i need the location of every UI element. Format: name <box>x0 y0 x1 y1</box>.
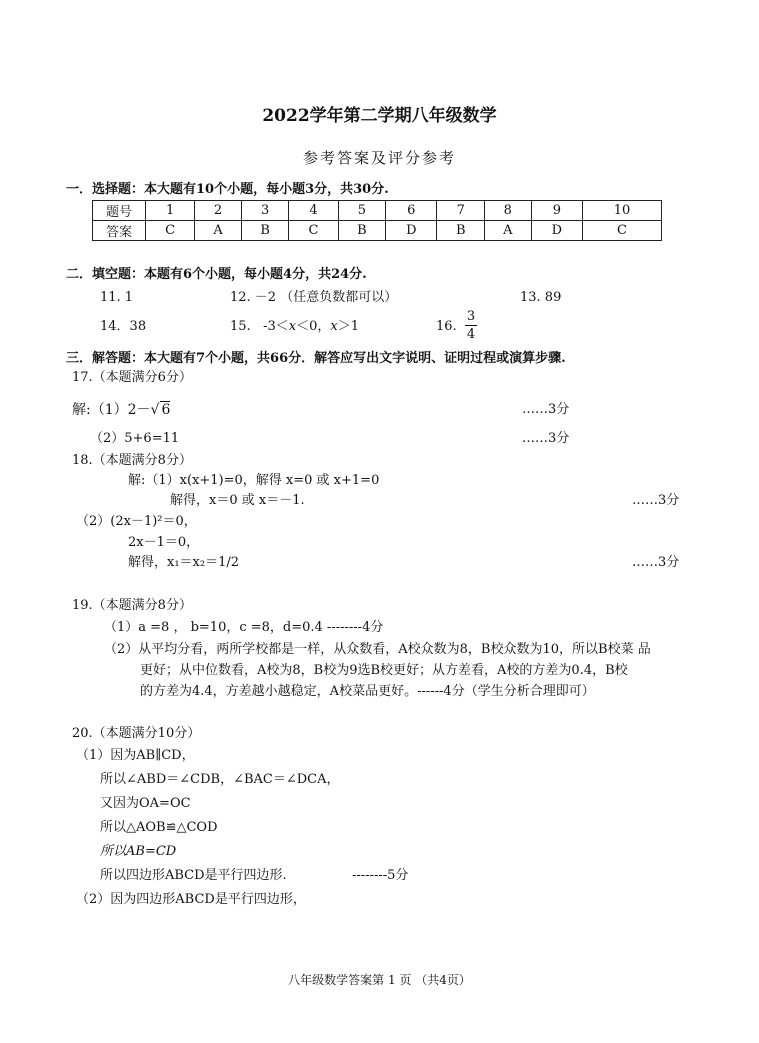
table-cell: D <box>531 221 582 241</box>
q17-heading: 17.（本题满分6分） <box>72 370 192 385</box>
table-cell: 10 <box>583 201 662 221</box>
table-cell: 1 <box>146 201 195 221</box>
q19-line-3: 更好；从中位数看，A校为8，B校为9选B校更好；从方差看，A校的方差为0.4，B校 <box>140 663 628 678</box>
q19-line-4: 的方差为4.4，方差越小越稳定，A校菜品更好。------4分（学生分析合理即可） <box>140 684 595 699</box>
answer-15-part: -3＜ <box>263 319 289 334</box>
table-cell: A <box>484 221 531 241</box>
table-cell: 9 <box>531 201 582 221</box>
section-2-heading: 二．填空题：本题有6个小题，每小题4分，共24分. <box>66 267 367 282</box>
table-cell: C <box>289 221 338 241</box>
page-subtitle: 参考答案及评分参考 <box>302 149 456 167</box>
q17-score-1: ……3分 <box>522 402 570 417</box>
answer-16-label: 16. <box>436 319 457 334</box>
page-footer: 八年级数学答案第 1 页 （共4页） <box>288 973 471 987</box>
fraction-bar <box>465 325 477 326</box>
q18-heading: 18.（本题满分8分） <box>72 453 192 468</box>
section-1-heading: 一．选择题：本大题有10个小题，每小题3分，共30分. <box>66 182 389 197</box>
q20-line-7: （2）因为四边形ABCD是平行四边形， <box>76 892 306 907</box>
table-cell: 6 <box>386 201 437 221</box>
answer-15 <box>230 319 359 335</box>
q19-line-2: （2）从平均分看，两所学校都是一样，从众数看，A校众数为8，B校众数为10，所以B校菜 品 <box>104 642 651 657</box>
q17-line-2: （2）5+6=11 <box>90 431 180 446</box>
q20-line-5: 所以AB=CD <box>100 844 177 859</box>
page-title: 2022学年第二学期八年级数学 <box>262 106 497 126</box>
answer-15-label: 15. <box>230 319 251 334</box>
q17-score-2: ……3分 <box>522 431 570 446</box>
fraction-denominator: 4 <box>466 327 476 342</box>
q20-line-1: （1）因为AB∥CD， <box>76 748 195 763</box>
q20-line-2: 所以∠ABD＝∠CDB，∠BAC＝∠DCA， <box>100 772 340 787</box>
table-row <box>93 201 662 221</box>
answer-table <box>92 200 662 241</box>
q18-score-2: ……3分 <box>632 555 680 570</box>
table-cell: B <box>241 221 288 241</box>
answer-15-part: ＞1 <box>337 319 360 334</box>
table-cell: 8 <box>484 201 531 221</box>
q18-line-2: 解得，x＝0 或 x＝－1. <box>170 493 305 508</box>
q18-line-5: 解得，x₁＝x₂＝1/2 <box>128 555 240 570</box>
q20-line-4: 所以△AOB≌△COD <box>100 820 218 835</box>
section-3-heading: 三．解答题：本大题有7个小题，共66分．解答应写出文字说明、证明过程或演算步骤. <box>66 351 566 366</box>
answer-14: 14．38 <box>100 319 147 334</box>
answer-11: 11. 1 <box>100 290 134 305</box>
q18-line-4: 2x－1＝0， <box>128 535 200 550</box>
table-cell: B <box>437 221 484 241</box>
table-cell: 3 <box>241 201 288 221</box>
table-cell: 2 <box>195 201 242 221</box>
answer-15-var: x <box>288 319 297 334</box>
answer-13: 13. 89 <box>520 290 562 305</box>
fraction-numerator: 3 <box>466 309 476 324</box>
q20-heading: 20.（本题满分10分） <box>72 726 201 741</box>
answer-15-var: x <box>330 319 338 334</box>
q18-line-1: 解:（1）x(x+1)=0，解得 x=0 或 x+1=0 <box>128 473 380 488</box>
sqrt-radicand: 6 <box>161 402 171 418</box>
table-cell: 5 <box>338 201 385 221</box>
table-cell: B <box>338 221 385 241</box>
q20-line-6: 所以四边形ABCD是平行四边形. <box>100 868 287 883</box>
answer-12: 12. －2 （任意负数都可以） <box>230 290 398 305</box>
sqrt-symbol: √ <box>150 402 160 418</box>
table-cell: C <box>583 221 662 241</box>
row-label: 答案 <box>93 221 146 241</box>
q17-expr: 解:（1）2－ <box>72 402 151 418</box>
table-cell: D <box>386 221 437 241</box>
table-cell: 4 <box>289 201 338 221</box>
table-row <box>93 221 662 241</box>
answer-16-fraction <box>465 309 477 342</box>
answer-15-part: ＜0， <box>296 319 331 334</box>
table-cell: A <box>195 221 242 241</box>
q19-heading: 19.（本题满分8分） <box>72 598 192 613</box>
table-cell: 7 <box>437 201 484 221</box>
table-cell: C <box>146 221 195 241</box>
q18-line-3: （2）(2x－1)²＝0， <box>76 514 197 529</box>
q20-score-1: --------5分 <box>352 868 409 883</box>
q20-line-3: 又因为OA=OC <box>100 796 191 811</box>
q18-score-1: ……3分 <box>632 493 680 508</box>
q19-line-1: （1）a =8 ， b=10，c =8，d=0.4 --------4分 <box>104 620 384 635</box>
row-label: 题号 <box>93 201 146 221</box>
q17-line-1 <box>72 401 170 418</box>
